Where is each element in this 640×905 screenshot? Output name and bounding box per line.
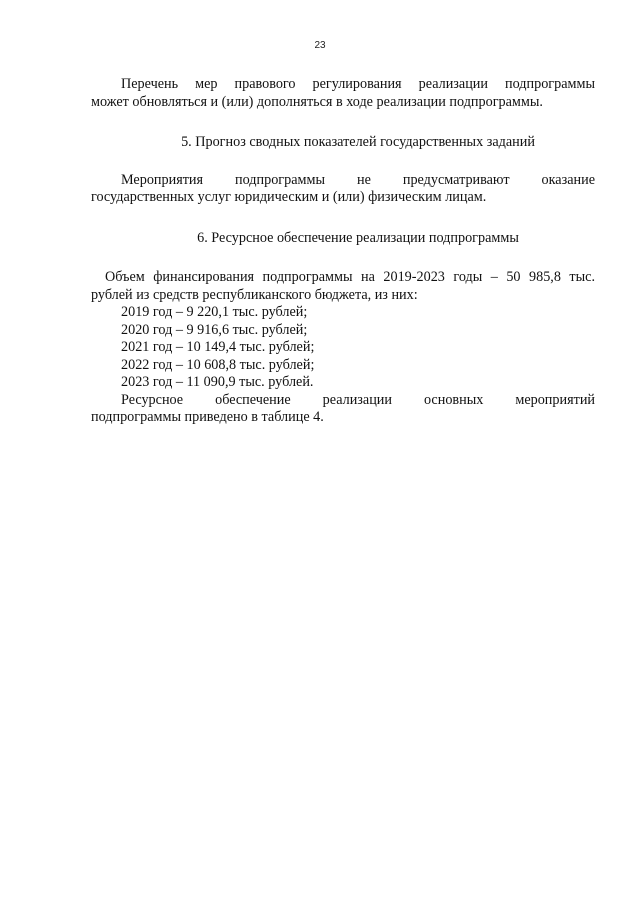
paragraph-line: Перечень мер правового регулирования реализации подпрограммы [121,76,595,92]
paragraph-legal-regulation [91,76,595,111]
paragraph-line: может обновляться и (или) дополняться в ходе реализации подпрограммы. [91,93,543,110]
paragraph-line: Мероприятия подпрограммы не предусматривают оказание [121,171,595,188]
paragraph-line: рублей из средств республиканского бюджета, из них: [91,286,418,303]
paragraph-line: подпрограммы приведено в таблице 4. [91,409,324,425]
document-body [91,76,595,427]
paragraph-line: Ресурсное обеспечение реализации основных мероприятий [121,391,595,408]
paragraph-line: государственных услуг юридическим и (или) физическим лицам. [91,189,487,205]
funding-year-line: 2022 год – 10 608,8 тыс. рублей; [121,356,315,373]
section-5-heading: 5. Прогноз сводных показателей государственных заданий [181,134,535,150]
paragraph-financing [91,269,595,427]
funding-year-line: 2021 год – 10 149,4 тыс. рублей; [121,339,315,355]
paragraph-services [91,172,595,207]
paragraph-line: Объем финансирования подпрограммы на 2019-2023 годы – 50 985,8 тыс. [105,269,595,285]
funding-year-line: 2023 год – 11 090,9 тыс. рублей. [121,374,314,390]
page-number: 23 [314,40,326,51]
funding-year-line: 2020 год – 9 916,6 тыс. рублей; [121,321,308,338]
funding-year-line: 2019 год – 9 220,1 тыс. рублей; [121,304,308,320]
section-6-heading: 6. Ресурсное обеспечение реализации подпрограммы [197,229,519,246]
